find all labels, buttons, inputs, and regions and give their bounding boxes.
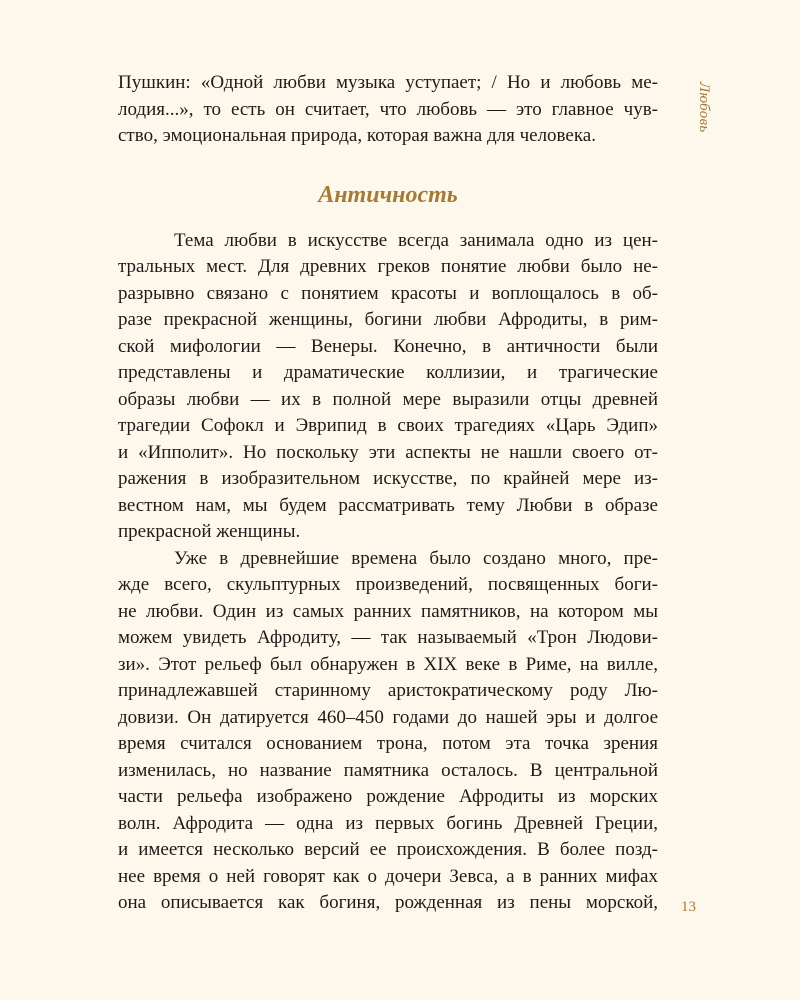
text-line: и «Ипполит». Но поскольку эти аспекты не нашли своего от- — [118, 441, 658, 463]
page-number: 13 — [681, 899, 696, 915]
text-line: разе прекрасной женщины, богини любви Афродиты, в рим- — [118, 309, 658, 330]
text-line: жде всего, скульптурных произведений, посвященных боги- — [118, 574, 658, 595]
page-body — [118, 70, 658, 917]
text-line: вестном нам, мы будем рассматривать тему Любви в образе — [118, 494, 658, 516]
text-line: ражения в изобразительном искусстве, по крайней мере из- — [118, 468, 658, 489]
text-line: ской мифологии — Венеры. Конечно, в античности были — [118, 335, 658, 357]
text-line: волн. Афродита — одна из первых богинь Древней Греции, — [118, 812, 658, 834]
text-line: она описывается как богиня, рожденная из пены морской, — [118, 892, 658, 913]
intro-paragraph — [118, 70, 658, 150]
paragraph-2 — [118, 546, 658, 917]
text-line: довизи. Он датируется 460–450 годами до нашей эры и долгое — [118, 706, 658, 728]
text-line: принадлежавшей старинному аристократическому роду Лю- — [118, 680, 658, 701]
text-line: можем увидеть Афродиту, — так называемый «Трон Людови- — [118, 627, 658, 648]
text-line: части рельефа изображено рождение Афродиты из морских — [118, 786, 658, 807]
text-line: изменилась, но название памятника осталось. В центральной — [118, 759, 658, 781]
text-line: время считался основанием трона, потом эта точка зрения — [118, 733, 658, 754]
text-line: трагедии Софокл и Эврипид в своих трагедиях «Царь Эдип» — [118, 415, 658, 436]
text-line: образы любви — их в полной мере выразили отцы древней — [118, 388, 658, 410]
paragraph-1 — [118, 228, 658, 546]
text-line: Тема любви в искусстве всегда занимала одно из цен- — [174, 229, 658, 251]
running-head: Любовь — [696, 82, 712, 133]
text-line: представлены и драматические коллизии, и трагические — [118, 362, 658, 383]
text-line: Уже в древнейшие времена было создано много, пре- — [174, 547, 658, 569]
text-line: лодия...», то есть он считает, что любовь — это главное чув- — [118, 98, 658, 120]
text-line: зи». Этот рельеф был обнаружен в XIX веке в Риме, на вилле, — [118, 653, 658, 675]
text-line: тральных мест. Для древних греков понятие любви было не- — [118, 256, 658, 277]
text-line: ство, эмоциональная природа, которая важна для человека. — [118, 125, 596, 146]
text-line: Пушкин: «Одной любви музыка уступает; / Но и любовь ме- — [118, 72, 658, 93]
text-line: не любви. Один из самых ранних памятников, на котором мы — [118, 600, 658, 622]
text-line: прекрасной женщины. — [118, 521, 301, 542]
section-title: Античность — [318, 181, 458, 208]
text-line: разрывно связано с понятием красоты и воплощалось в об- — [118, 282, 658, 304]
text-line: нее время о ней говорят как о дочери Зевса, а в ранних мифах — [118, 865, 658, 887]
text-line: и имеется несколько версий ее происхождения. В более позд- — [118, 839, 658, 860]
